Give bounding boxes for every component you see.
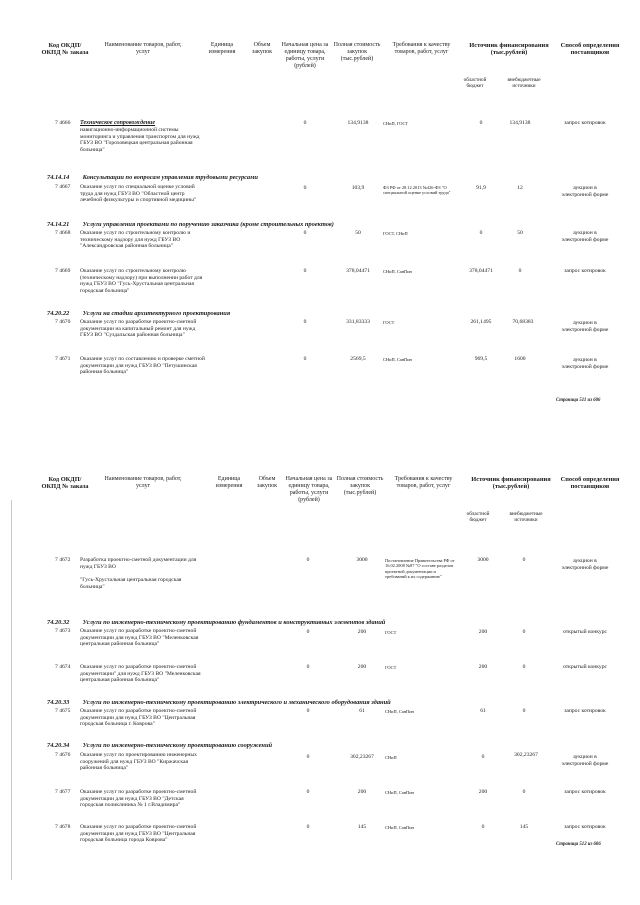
unit-price: 0 <box>306 557 310 563</box>
item-description: навигационно-информационной системы мониторинга и управления транспортом для нужд ГБУЗ ВО "Гороховецкая центральная районная больница" <box>80 127 200 153</box>
okpd-section <box>47 174 258 182</box>
okpd-title: Консультации по вопросам управления трудовыми ресурсами <box>82 174 258 181</box>
procurement-method: аукцион в электронной форме <box>561 357 609 370</box>
header-name: Наименование товаров, работ, услуг <box>104 42 182 55</box>
quality-requirements: СНиП, СанПин <box>385 790 414 795</box>
page-number-1: Страница 511 из 606 <box>556 398 601 403</box>
header-source-regional: областной бюджет <box>466 511 490 523</box>
item-description: Оказание услуг по разработке проектно-сметной документации для нужд ГБУЗ ВО "Детская городская поликлиника № 1 г.Владимира" <box>80 789 197 809</box>
unit-price: 0 <box>306 708 310 714</box>
item-description: Оказание услуг по составлению и проверке сметной документации для нужд ГБУЗ ВО "Петушинская районная больница" <box>80 356 205 376</box>
header-unit: Единица измерения <box>215 476 243 489</box>
header-requirements: Требования к качеству товаров, работ, услуг <box>394 476 453 489</box>
scan-margin-line <box>11 500 12 880</box>
header-unit: Единица измерения <box>208 42 236 55</box>
item-title: Техническое сопровождение <box>80 120 156 126</box>
okpd-section <box>47 619 385 627</box>
offbudget-sources: 0 <box>518 268 522 274</box>
procurement-method: запрос котировок <box>564 268 606 274</box>
item-description: Оказание услуг по проектированию инженерных сооружений для нужд ГБУЗ ВО "Киржачская районная больница" <box>80 752 197 772</box>
procurement-method: аукцион в электронной форме <box>561 230 609 243</box>
quality-requirements: СНиП, СанПин <box>385 709 414 714</box>
header-method: Способ определения поставщиков <box>560 42 620 57</box>
okpd-code: 74.20.22 <box>47 310 70 317</box>
item-description: Оказание услуг по разработке проектно-сметной документации для нужд ГБУЗ ВО "Центральная городская больница г. Коврова" <box>80 708 197 728</box>
procurement-method: открытый конкурс <box>563 664 607 670</box>
procurement-method: открытый конкурс <box>563 629 607 635</box>
order-number: 7 4668 <box>55 230 71 236</box>
regional-budget: 0 <box>479 230 483 236</box>
item-description-cont: "Гусь-Хрустальная центральная городская больница" <box>80 577 182 590</box>
quality-requirements: СНиП <box>385 755 397 760</box>
header-total: Полная стоимость закупок (тыс.рублей) <box>336 476 384 496</box>
order-number: 7 4670 <box>55 319 71 325</box>
order-number: 7 4676 <box>55 752 71 758</box>
header-requirements: Требования к качеству товаров, работ, услуг <box>392 42 451 55</box>
okpd-code: 74.20.33 <box>47 699 70 706</box>
order-number: 7 4667 <box>55 184 71 190</box>
item-description: Оказание услуг по специальной оценке условий труда для нужд ГБУЗ ВО "Областной центр лечебной физкультуры и спортивной медицины" <box>80 184 197 204</box>
unit-price: 0 <box>306 629 310 635</box>
header-volume: Объем закупок <box>257 476 277 489</box>
procurement-method: аукцион в электронной форме <box>561 320 609 333</box>
regional-budget: 0 <box>479 120 483 126</box>
offbudget-sources: 50 <box>517 230 523 236</box>
offbudget-sources: 1600 <box>514 356 526 362</box>
item-description: Разработка проектно-сметной документации для нужд ГБУЗ ВО <box>80 557 197 570</box>
unit-price: 0 <box>303 120 307 126</box>
total-cost: 50 <box>355 230 361 236</box>
page-number-2: Страница 512 из 606 <box>556 842 601 847</box>
okpd-code: 74.20.32 <box>47 619 70 626</box>
okpd-section <box>47 310 230 318</box>
okpd-title: Услуги управления проектами по поручению заказчика (кроме строительных проектов) <box>82 221 334 228</box>
item-description: Оказание услуг по строительному контролю и техническому надзору для нужд ГБУЗ ВО "Александровская районная больница" <box>80 230 191 250</box>
header-method: Способ определения поставщиков <box>560 476 620 491</box>
quality-requirements: ГОСТ <box>385 665 397 670</box>
unit-price: 0 <box>303 268 307 274</box>
regional-budget: 200 <box>478 789 488 795</box>
okpd-code: 74.14.14 <box>47 174 70 181</box>
order-number: 7 4677 <box>55 789 71 795</box>
okpd-section <box>47 221 334 229</box>
total-cost: 134,9138 <box>347 120 369 126</box>
unit-price: 0 <box>306 664 310 670</box>
header-price: Начальная цена за единицу товара, работы, услуги (рублей) <box>281 42 329 69</box>
regional-budget: 200 <box>478 629 488 635</box>
regional-budget: 91,9 <box>476 185 486 191</box>
quality-requirements: СНиП, СанПин <box>385 825 414 830</box>
total-cost: 302,23267 <box>350 754 374 760</box>
regional-budget: 200 <box>478 664 488 670</box>
order-number: 7 4678 <box>55 824 71 830</box>
order-number: 7 4672 <box>55 557 71 563</box>
quality-requirements: Постановление Правительства РФ от 16.02.2008 №87 "О составе разделов проектной документации и требований к их содержанию" <box>385 558 455 579</box>
okpd-code: 74.14.21 <box>47 221 70 228</box>
regional-budget: 261,1495 <box>470 319 492 325</box>
order-number: 7 4669 <box>55 268 71 274</box>
total-cost: 2569,5 <box>350 356 366 362</box>
item-description: Оказание услуг по строительному контролю (техническому надзору) при выполнении работ для нужд ГБУЗ ВО "Гусь-Хрустальная центральная городская больница" <box>80 268 203 294</box>
header-source-offbudget: внебюджетные источники <box>509 511 543 523</box>
header-code: Код ОКДП/ ОКПД № заказа <box>41 42 89 57</box>
offbudget-sources: 12 <box>517 185 523 191</box>
okpd-section <box>47 742 272 750</box>
procurement-method: запрос котировок <box>564 708 606 714</box>
procurement-method: запрос котировок <box>564 120 606 126</box>
header-source: Источник финансирования (тыс.рублей) <box>469 42 549 57</box>
unit-price: 0 <box>306 754 310 760</box>
okpd-title: Услуги по инженерно-техническому проектированию фундаментов и конструктивных элементов зданий <box>82 619 386 626</box>
total-cost: 200 <box>357 789 367 795</box>
quality-requirements: ГОСТ <box>385 630 397 635</box>
order-number: 7 4675 <box>55 708 71 714</box>
header-total: Полная стоимость закупок (тыс.рублей) <box>333 42 381 62</box>
offbudget-sources: 0 <box>522 789 526 795</box>
unit-price: 0 <box>303 356 307 362</box>
header-name: Наименование товаров, работ, услуг <box>104 476 182 489</box>
okpd-code: 74.20.34 <box>47 742 70 749</box>
order-number: 7 4674 <box>55 664 71 670</box>
header-source: Источник финансирования (тыс.рублей) <box>471 476 551 491</box>
regional-budget: 61 <box>480 708 486 714</box>
procurement-method: запрос котировок <box>564 789 606 795</box>
unit-price: 0 <box>306 789 310 795</box>
header-price: Начальная цена за единицу товара, работы, услуги (рублей) <box>285 476 333 503</box>
quality-requirements: ФЗ РФ от 28.12.2013 №426-ФЗ "О специальной оценке условий труда" <box>383 185 451 196</box>
item-description: Оказание услуг по разработке проектно-сметной документации на капитальный ремонт для нужд ГБУЗ ВО "Суздальская районная больница" <box>80 319 197 339</box>
total-cost: 331,83333 <box>346 319 370 325</box>
okpd-title: Услуги на стадии архитектурного проектирования <box>82 310 231 317</box>
offbudget-sources: 145 <box>519 824 529 830</box>
offbudget-sources: 0 <box>522 629 526 635</box>
procurement-method: аукцион в электронной форме <box>561 185 609 198</box>
regional-budget: 969,5 <box>474 356 488 362</box>
header-source-regional: областной бюджет <box>463 77 487 89</box>
quality-requirements: ГОСТ <box>383 320 395 325</box>
total-cost: 378,04471 <box>346 268 370 274</box>
offbudget-sources: 302,23267 <box>514 752 538 758</box>
total-cost: 200 <box>357 664 367 670</box>
okpd-title: Услуги по инженерно-техническому проектированию сооружений <box>82 742 273 749</box>
unit-price: 0 <box>303 230 307 236</box>
order-number: 7 4673 <box>55 628 71 634</box>
order-number: 7 4666 <box>55 120 71 126</box>
quality-requirements: СНиП, СанПин <box>383 357 412 362</box>
unit-price: 0 <box>303 319 307 325</box>
regional-budget: 0 <box>481 824 485 830</box>
regional-budget: 378,04471 <box>469 268 493 274</box>
procurement-method: аукцион в электронной форме <box>561 558 609 571</box>
item-name <box>80 120 205 153</box>
quality-requirements: СНиП, ГОСТ <box>383 121 409 126</box>
procurement-method: аукцион в электронной форме <box>561 754 609 767</box>
header-source-offbudget: внебюджетные источники <box>507 77 541 89</box>
regional-budget: 0 <box>481 754 485 760</box>
okpd-title: Услуги по инженерно-техническому проектированию электрического и механического оборудования зданий <box>82 699 391 706</box>
offbudget-sources: 0 <box>522 557 526 563</box>
offbudget-sources: 134,9138 <box>509 120 531 126</box>
offbudget-sources: 0 <box>522 664 526 670</box>
total-cost: 3000 <box>356 557 368 563</box>
quality-requirements: СНиП, СанПин <box>383 269 412 274</box>
total-cost: 103,9 <box>351 185 365 191</box>
order-number: 7 4671 <box>55 356 71 362</box>
regional-budget: 3000 <box>477 557 489 563</box>
header-volume: Объем закупок <box>252 42 272 55</box>
header-code: Код ОКДП/ ОКПД № заказа <box>41 476 89 491</box>
procurement-method: запрос котировок <box>564 824 606 830</box>
okpd-section <box>47 699 391 707</box>
offbudget-sources: 0 <box>522 708 526 714</box>
quality-requirements: ГОСТ, СНиП <box>383 231 408 236</box>
total-cost: 145 <box>357 824 367 830</box>
item-description: Оказание услуг по разработке проектно-сметной документации" для нужд ГБУЗ ВО "Меленковская центральная районная больница" <box>80 664 201 684</box>
unit-price: 0 <box>306 824 310 830</box>
offbudget-sources: 70,68383 <box>512 319 534 325</box>
total-cost: 200 <box>357 629 367 635</box>
item-description: Оказание услуг по разработке проектно-сметной документации для нужд ГБУЗ ВО "Центральная городская больница города Коврова" <box>80 824 197 844</box>
total-cost: 61 <box>359 708 365 714</box>
item-description: Оказание услуг по разработке проектно-сметной документации для нужд ГБУЗ ВО "Меленковская центральная районная больница" <box>80 628 199 648</box>
unit-price: 0 <box>303 185 307 191</box>
